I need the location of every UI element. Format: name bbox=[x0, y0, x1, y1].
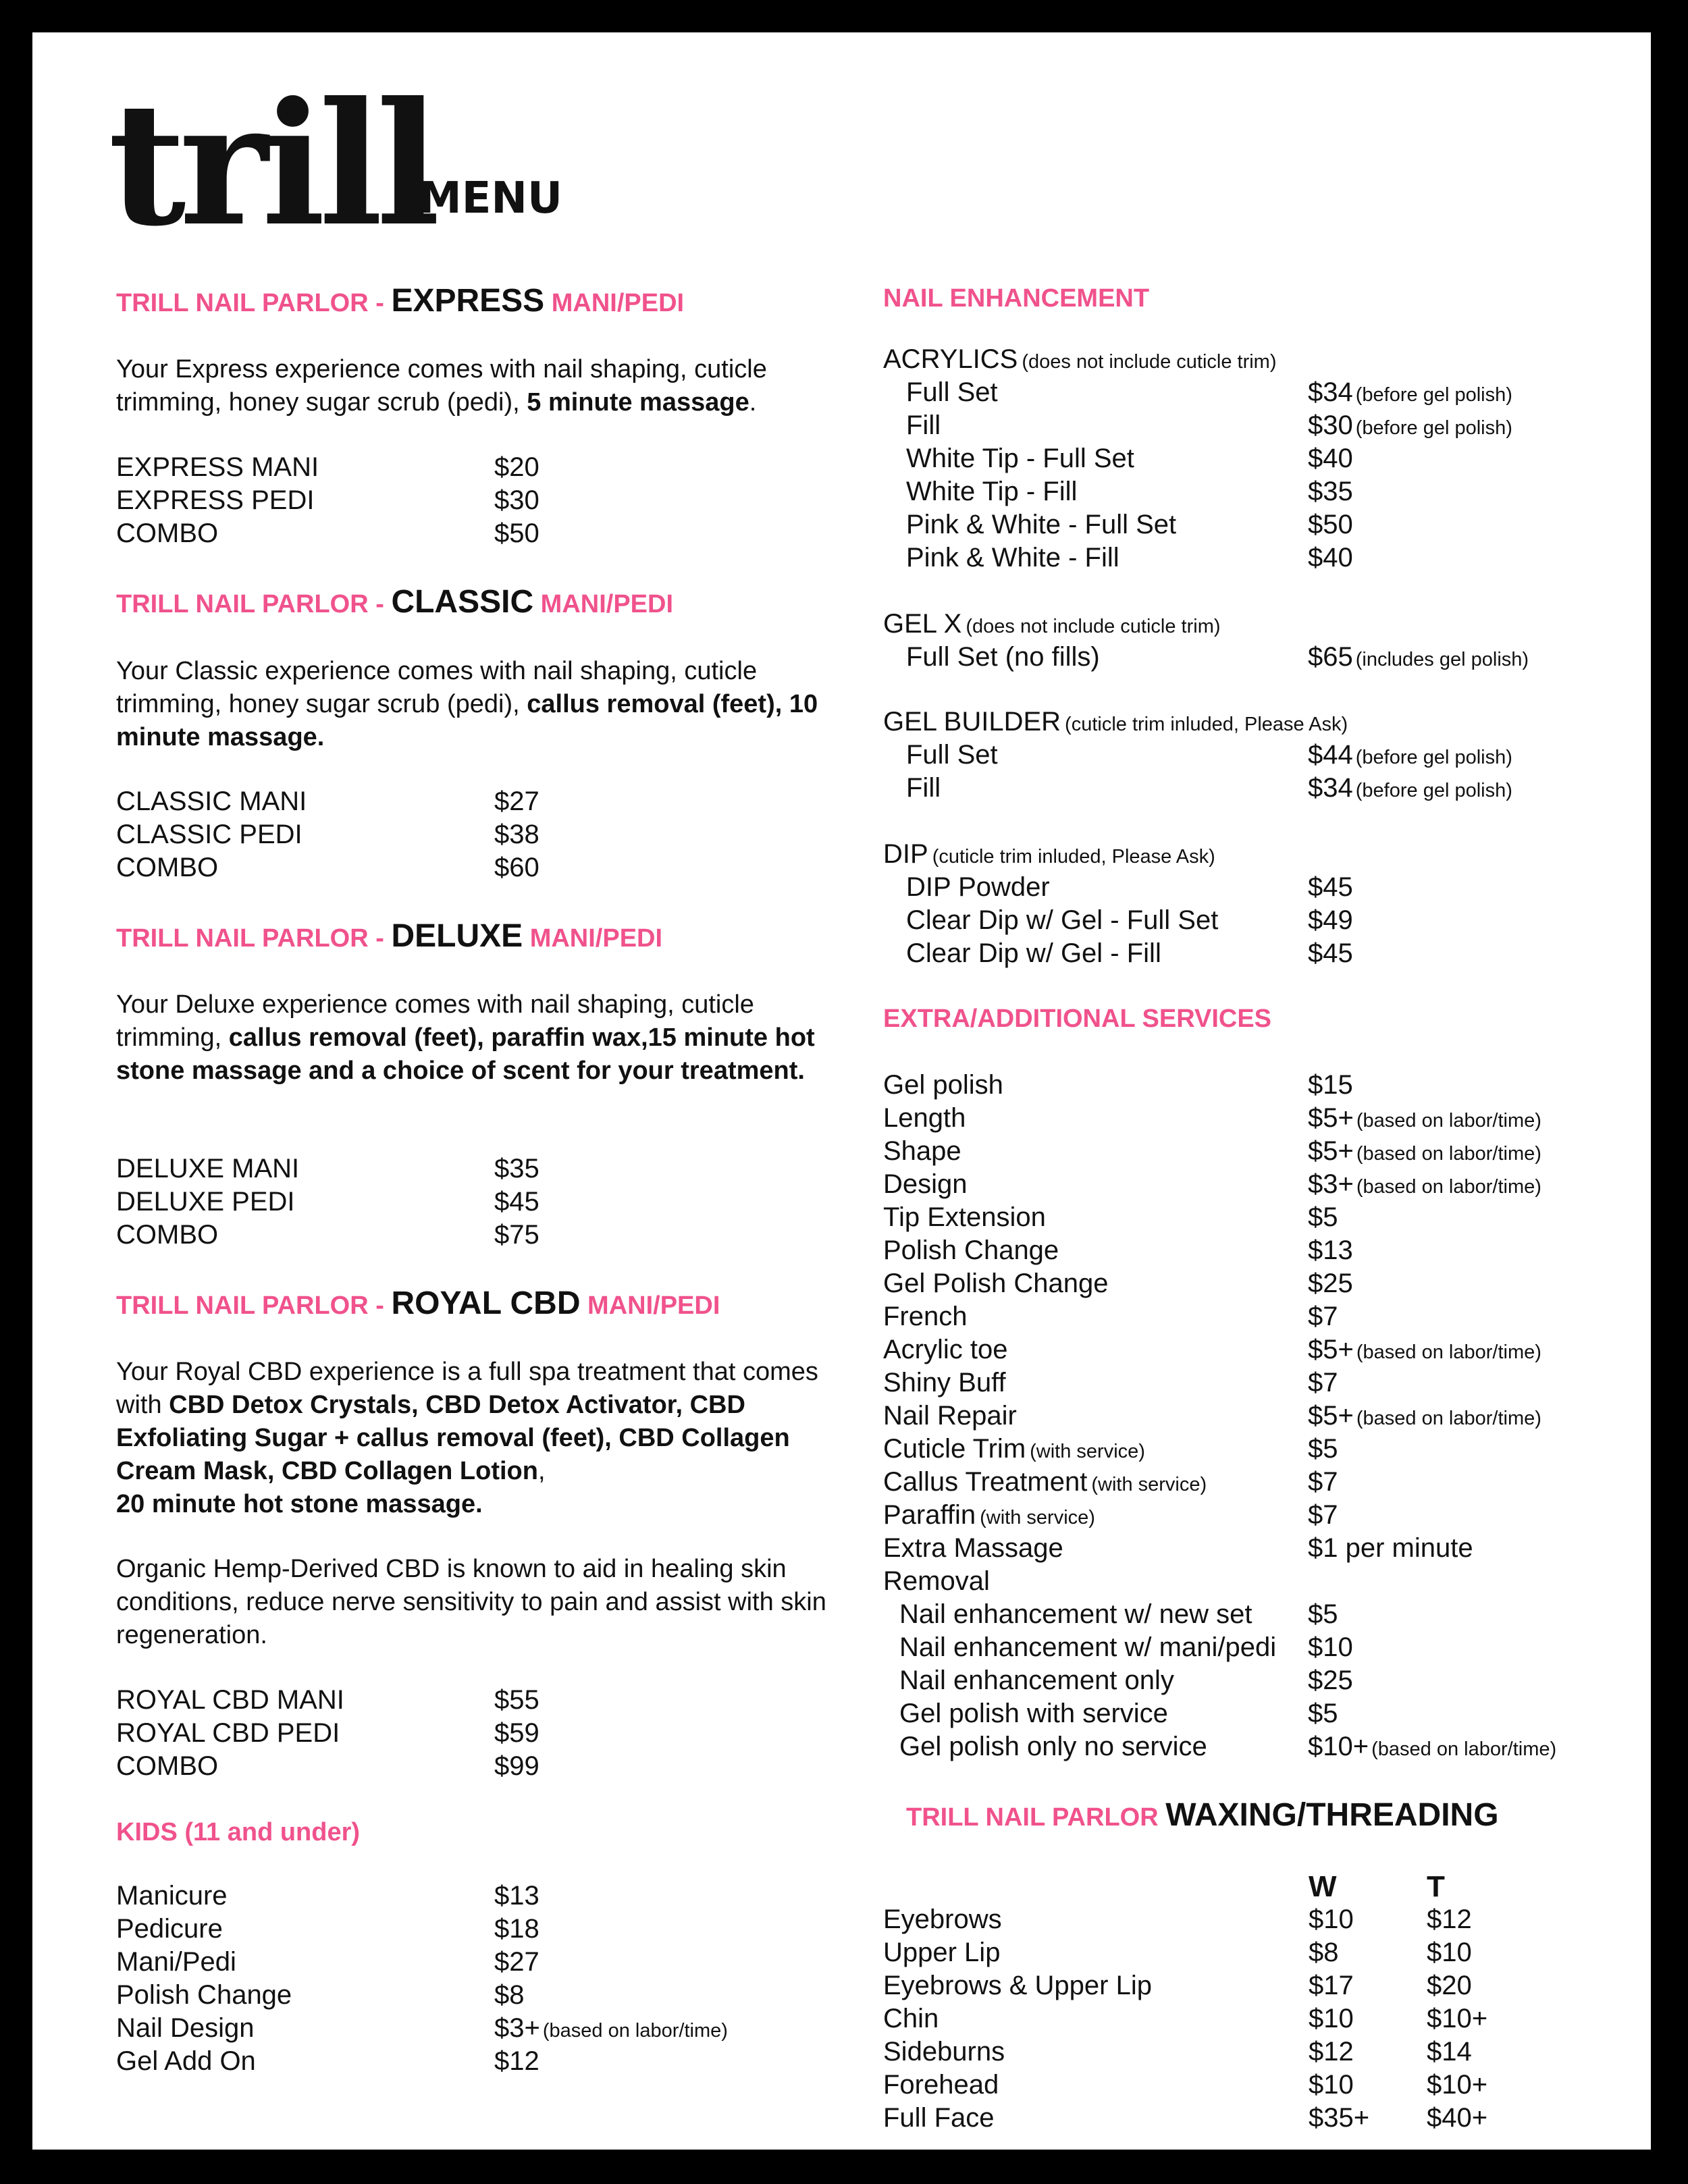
table-row: Eyebrows $10 $12 bbox=[883, 1905, 1472, 1934]
list-item: Design $3+ (based on labor/time) bbox=[883, 1169, 1541, 1199]
gel-x-group bbox=[883, 608, 1626, 674]
list-item: Nail enhancement only $25 bbox=[899, 1666, 1353, 1695]
table-row: Chin $10 $10+ bbox=[883, 2004, 1488, 2033]
list-item: Paraffin (with service) $7 bbox=[883, 1500, 1338, 1530]
list-item: Gel polish $15 bbox=[883, 1070, 1353, 1100]
list-item: COMBO $60 bbox=[116, 853, 539, 882]
list-item: CLASSIC PEDI $38 bbox=[116, 820, 539, 849]
list-item: Fill $30 (before gel polish) bbox=[906, 410, 1512, 440]
list-item: COMBO $75 bbox=[116, 1220, 539, 1250]
acrylics-group bbox=[883, 343, 1626, 575]
list-item: Full Set $44 (before gel polish) bbox=[906, 740, 1512, 770]
list-item: Clear Dip w/ Gel - Fill $45 bbox=[906, 938, 1353, 968]
list-item: DIP Powder $45 bbox=[906, 872, 1353, 902]
list-item: Shape $5+ (based on labor/time) bbox=[883, 1136, 1541, 1166]
list-item: Mani/Pedi $27 bbox=[116, 1947, 539, 1977]
list-item: Shiny Buff $7 bbox=[883, 1368, 1338, 1397]
list-item: Pink & White - Full Set $50 bbox=[906, 510, 1353, 539]
menu-title: MENU bbox=[419, 174, 562, 223]
group-title: GEL X (does not include cuticle trim) bbox=[883, 609, 1221, 639]
list-item: Nail enhancement w/ mani/pedi $10 bbox=[899, 1632, 1353, 1662]
list-item: Extra Massage $1 per minute bbox=[883, 1533, 1473, 1563]
list-item: Gel Add On $12 bbox=[116, 2046, 539, 2076]
deluxe-description: Your Deluxe experience comes with nail shaping, cuticle trimming, callus removal (feet), paraffin wax,15 minute hot stone massage and a choice of scent for your treatment. bbox=[116, 990, 815, 1085]
table-row: Sideburns $12 $14 bbox=[883, 2037, 1472, 2067]
waxing-heading: TRILL NAIL PARLOR WAXING/THREADING bbox=[906, 1797, 1499, 1833]
removal-label: Removal bbox=[883, 1566, 990, 1596]
express-price-list bbox=[116, 451, 832, 550]
deluxe-heading: TRILL NAIL PARLOR - DELUXE MANI/PEDI bbox=[116, 918, 663, 954]
list-item: EXPRESS MANI $20 bbox=[116, 452, 539, 482]
list-item: Nail Design $3+ (based on labor/time) bbox=[116, 2013, 728, 2043]
list-item: Pedicure $18 bbox=[116, 1914, 539, 1944]
royal-cbd-note: Organic Hemp-Derived CBD is known to aid in healing skin conditions, reduce nerve sensitivity to pain and assist with skin regeneration. bbox=[116, 1555, 826, 1649]
list-item: Callus Treatment (with service) $7 bbox=[883, 1467, 1338, 1497]
table-header: W T bbox=[1309, 1870, 1445, 1903]
list-item: Fill $34 (before gel polish) bbox=[906, 773, 1512, 803]
list-item: CLASSIC MANI $27 bbox=[116, 787, 539, 816]
deluxe-price-list bbox=[116, 1152, 832, 1252]
list-item: Full Set (no fills) $65 (includes gel polish) bbox=[906, 642, 1529, 672]
list-item: Acrylic toe $5+ (based on labor/time) bbox=[883, 1335, 1541, 1364]
royal-cbd-description: Your Royal CBD experience is a full spa treatment that comes with CBD Detox Crystals, CBD Detox Activator, CBD Exfoliating Sugar + callus removal (feet), CBD Collagen Cream Mask, CBD Collagen Lotion, 20 minute hot stone massage. bbox=[116, 1358, 818, 1518]
gel-builder-group bbox=[883, 705, 1626, 805]
list-item: Gel Polish Change $25 bbox=[883, 1269, 1353, 1298]
express-description: Your Express experience comes with nail shaping, cuticle trimming, honey sugar scrub (pedi), 5 minute massage. bbox=[116, 355, 767, 417]
table-row: Forehead $10 $10+ bbox=[883, 2070, 1488, 2100]
list-item: Polish Change $13 bbox=[883, 1235, 1353, 1265]
list-item: Polish Change $8 bbox=[116, 1980, 525, 2010]
waxing-table bbox=[883, 1870, 1626, 2135]
extra-services-heading: EXTRA/ADDITIONAL SERVICES bbox=[883, 1005, 1272, 1033]
list-item: White Tip - Full Set $40 bbox=[906, 444, 1353, 473]
table-row: Full Face $35+ $40+ bbox=[883, 2103, 1488, 2133]
list-item: Gel polish with service $5 bbox=[899, 1699, 1338, 1728]
group-title: DIP (cuticle trim inluded, Please Ask) bbox=[883, 839, 1215, 869]
list-item: DELUXE PEDI $45 bbox=[116, 1187, 539, 1217]
list-item: Manicure $13 bbox=[116, 1881, 539, 1911]
table-row: Upper Lip $8 $10 bbox=[883, 1938, 1472, 1967]
list-item: Nail Repair $5+ (based on labor/time) bbox=[883, 1401, 1541, 1431]
express-heading: TRILL NAIL PARLOR - EXPRESS MANI/PEDI bbox=[116, 283, 685, 319]
list-item: ROYAL CBD PEDI $59 bbox=[116, 1718, 539, 1748]
list-item: Nail enhancement w/ new set $5 bbox=[899, 1599, 1338, 1629]
extra-services-list bbox=[883, 1069, 1626, 1763]
list-item: Cuticle Trim (with service) $5 bbox=[883, 1434, 1338, 1464]
royal-cbd-heading: TRILL NAIL PARLOR - ROYAL CBD MANI/PEDI bbox=[116, 1285, 720, 1321]
list-item: EXPRESS PEDI $30 bbox=[116, 485, 539, 515]
list-item: COMBO $50 bbox=[116, 518, 539, 548]
list-item: Full Set $34 (before gel polish) bbox=[906, 377, 1512, 407]
list-item: Pink & White - Fill $40 bbox=[906, 543, 1353, 572]
classic-heading: TRILL NAIL PARLOR - CLASSIC MANI/PEDI bbox=[116, 584, 674, 620]
dip-group bbox=[883, 838, 1626, 970]
list-item: Tip Extension $5 bbox=[883, 1202, 1338, 1232]
list-item: Clear Dip w/ Gel - Full Set $49 bbox=[906, 905, 1353, 935]
list-item: COMBO $99 bbox=[116, 1751, 539, 1781]
classic-price-list bbox=[116, 785, 832, 884]
list-item: White Tip - Fill $35 bbox=[906, 477, 1353, 506]
list-item: Gel polish only no service $10+ (based on labor/time) bbox=[899, 1732, 1557, 1761]
list-item: Length $5+ (based on labor/time) bbox=[883, 1103, 1541, 1133]
brand-logo: trill bbox=[108, 65, 434, 263]
list-item: French $7 bbox=[883, 1302, 1338, 1331]
royal-cbd-price-list bbox=[116, 1684, 832, 1783]
list-item: ROYAL CBD MANI $55 bbox=[116, 1685, 539, 1715]
table-row: Eyebrows & Upper Lip $17 $20 bbox=[883, 1971, 1472, 2000]
list-item: DELUXE MANI $35 bbox=[116, 1154, 539, 1183]
group-title: GEL BUILDER (cuticle trim inluded, Please Ask) bbox=[883, 707, 1348, 737]
kids-heading: KIDS (11 and under) bbox=[116, 1818, 361, 1846]
classic-description: Your Classic experience comes with nail shaping, cuticle trimming, honey sugar scrub (pedi), callus removal (feet), 10 minute massage. bbox=[116, 657, 818, 751]
group-title: ACRYLICS (does not include cuticle trim) bbox=[883, 344, 1277, 374]
kids-price-list bbox=[116, 1880, 832, 2078]
nail-enhancement-heading: NAIL ENHANCEMENT bbox=[883, 284, 1150, 313]
